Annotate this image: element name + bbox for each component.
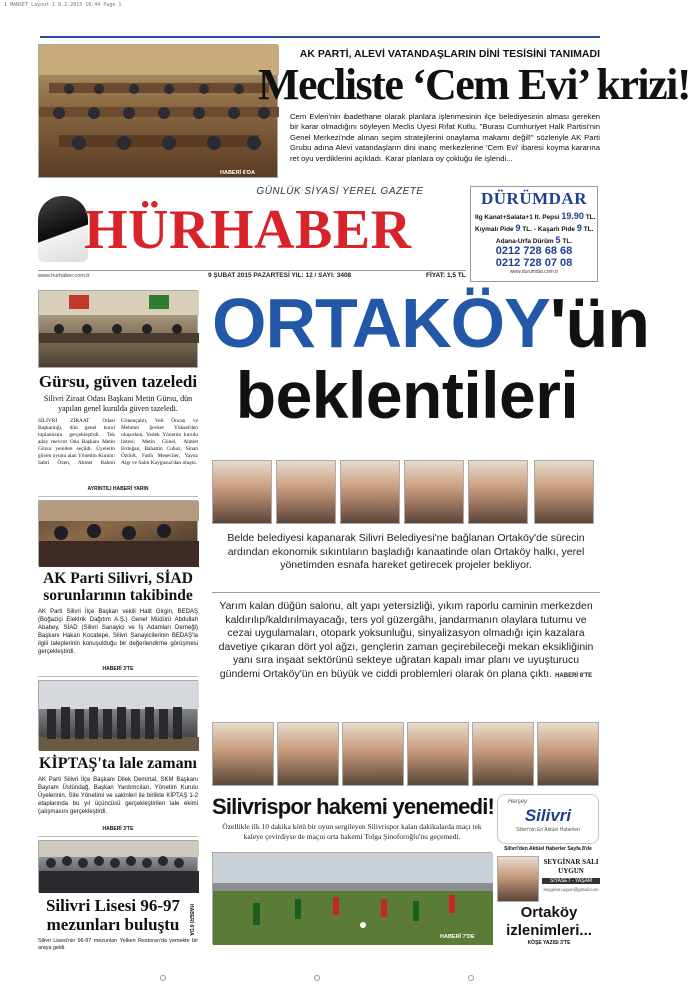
badge-name: Silivri (524, 806, 572, 825)
badge-prefix: Herşey (508, 799, 528, 805)
main-headline-line2: beklentileri (235, 358, 579, 432)
registration-mark (468, 975, 474, 981)
gursu-body: SİLİVRİ ZİRAAT Odası Başkanlığı, dün genel kurul toplantısını gerçekleştirdi. Tek aday mevcut Oda Başkanı Metin Gürsu yeniden seçildi. Üyelerin güven oyunu alan Yönetim Kurulu: Sabri Özen, Ahmet Rahmi Gönençalılı, Veli Öncan ve Mehmet Şevket Yüksel'den oluşurken, Yedek Yönetim kurulu listesi; Metin Günel, Ahmet Erdoğan, Bahattin Cubuz, Sinan Öztürk, Fatih Meşeciler, Yavuz Algı ve Saim Kaygusuz'dan oluştu. (38, 418, 198, 466)
resident-photo (212, 722, 274, 786)
columnist-email: seyginar.uygun@gmail.com (543, 887, 599, 892)
ad-title: DÜRÜMDAR (481, 189, 587, 208)
akparti-siad-body: AK Parti Silivri İlçe Başkan vekili Halit Girgin, BEDAŞ (Boğaziçi Elektrik Dağıtım A.Ş.) Genel Müdürü Abdullah Ababey, SİAD (Silivri Sanayici ve İş Adamları Derneği) Başkanı Hakan Kocatepe, Silivri Sanayicilerinin BEDAŞ'la ilgili taleplerinin konuşulduğu bir değerlendirme görüşmesi gerçekleştirdi. (38, 609, 198, 655)
badge-tag: Silivri'den Aktüel Haberler Sayfa 8'de (504, 846, 592, 852)
ad-line-1: Ilg Kanat+Salata+1 lt. Pepsi 19.90 TL. (475, 211, 596, 221)
top-story-photo (38, 44, 278, 178)
masthead-slogan: GÜNLÜK SİYASİ YEREL GAZETE (256, 186, 424, 197)
main-tag: HABERİ 8'TE (555, 672, 593, 679)
columnist-name: SEYGİNAR SALI UYGUN (543, 858, 599, 875)
main-divider (212, 592, 600, 593)
main-headline (212, 284, 649, 362)
ad-line-2: Kıymalı Pide 9 TL. - Kaşarlı Pide 9 TL. (475, 223, 594, 233)
main-headline-suffix: 'ün (549, 284, 649, 362)
ataturk-portrait (38, 196, 88, 262)
kiptas-headline: KİPTAŞ'ta lale zamanı (39, 755, 197, 772)
akparti-siad-tag: HABERİ 3'TE (102, 666, 134, 672)
print-line: 1 MANSET_Layout 1 8.2.2015 16:44 Page 1 (4, 2, 122, 8)
mezunlar-photo (38, 840, 198, 892)
top-rule (40, 36, 600, 38)
masthead-rule (38, 270, 466, 271)
gursu-deck: Silivri Ziraat Odası Başkanı Metin Gürsu, dün yapılan genel kurulda güven tazeledi. (43, 394, 193, 413)
sports-body: Özellikle ilk 10 dakika kötü bir oyun sergileyen Silivrispor kalan dakikalarda maçı tek kaleye çevirdiyse de maçın orta hakemi Tolga Şinoforoğlu'nu geçemedi. (222, 822, 482, 841)
columnist-tag: KÖŞE YAZISI 3'TE (527, 940, 571, 946)
sports-photo (212, 852, 492, 944)
resident-photo (534, 460, 594, 524)
mezunlar-headline: Silivri Lisesi 96-97 mezunları buluştu (45, 896, 181, 934)
masthead-logo: HÜRHABER (84, 199, 412, 261)
resident-photo (537, 722, 599, 786)
resident-photo (468, 460, 528, 524)
columnist-topic: SİYASET - YAŞAM (542, 878, 600, 884)
left-separator (38, 676, 198, 677)
durumdar-ad (470, 186, 598, 282)
resident-photo (342, 722, 404, 786)
gursu-photo (38, 290, 198, 368)
akparti-siad-headline: AK Parti Silivri, SİAD sorunlarının takibinde (43, 570, 193, 604)
ad-line-3: Adana-Urfa Dürüm 5 TL. (495, 235, 573, 245)
resident-photo (404, 460, 464, 524)
resident-photo (340, 460, 400, 524)
badge-sub: Silivri'nin En Aktüel Haberleri (516, 827, 580, 833)
left-separator (38, 836, 198, 837)
top-story-kicker: AK PARTİ, ALEVİ VATANDAŞLARIN DİNİ TESİSİNİ TANIMADI (299, 48, 600, 60)
left-separator (38, 496, 198, 497)
registration-mark (314, 975, 320, 981)
resident-photo (276, 460, 336, 524)
kiptas-tag: HABERİ 3'TE (102, 826, 134, 832)
columnist-headline: Ortaköy izlenimleri... (506, 904, 592, 939)
mezunlar-body: Silivri Lisesi'nin 96-97 mezunları Yelken Restoran'da yemekte bir araya geldi. (38, 938, 198, 951)
sports-photo-caption: HABERİ 7'DE (440, 934, 475, 940)
registration-mark (160, 975, 166, 981)
ad-website: www.durumdar.com.tr (509, 269, 559, 275)
main-body-text: Yarım kalan düğün salonu, alt yapı yetersizliği, yıkım raporlu caminin merkezden kaldırılıp/kaldırılmayacağı, ters yol güzergâhı, jandarmanın olaylara tutumu ve cezai uygulamaları, otopark yoksunluğu, sinyalizasyon olmadığı için kazalara davetiye çıkaran dört yol ağzı, gençlerin zaman geçirebileceği mekan eksikliğinin yanı sıra inşaat sektörünü sekteye uğratan kapalı imar planı ve uyuşturucu gündemi Ortaköy'ün en büyük ve ciddi problemleri olarak ön plana çıktı. (218, 600, 594, 680)
ad-phone-1: 0212 728 68 68 (495, 245, 573, 257)
columnist-photo (497, 856, 539, 902)
top-story-headline: Mecliste ‘Cem Evi’ krizi! (258, 60, 690, 109)
main-headline-blue: ORTAKÖY (212, 284, 550, 362)
resident-photo (407, 722, 469, 786)
masthead-price: FİYAT: 1,5 TL (426, 272, 466, 279)
gursu-tag: AYRINTILI HABERİ YARIN (87, 486, 149, 492)
top-story-photo-caption: HABERİ 6'DA (220, 170, 255, 176)
hersey-silivri-badge (497, 794, 599, 844)
gursu-headline: Gürsu, güven tazeledi (38, 372, 198, 391)
resident-photo (277, 722, 339, 786)
ad-phone-2: 0212 728 07 08 (495, 257, 573, 269)
masthead-date-line: 9 ŞUBAT 2015 PAZARTESİ YIL: 12 / SAYI: 3408 (208, 272, 352, 279)
mezunlar-side-tag: HABERİ 6'DA (188, 904, 194, 936)
top-story-body: Cem Evleri'nin ibadethane olarak planlara işlenmesinin ilçe belediyesinin alması gereken bir karar olmadığını söyleyen Meclis Üyesi Rıfat Kutlu, "Burası Cumhuriyet Halk Partisi'nin Genel Merkezi'nde alınan seçim stratejilerini onaylama makamı değil!" sözleriyle AK Parti Grubu adına Alevi vatandaşların dini inanç merkezlerine 'Cem Evi' ibaresi koyma kararına ret oyu verdiklerini açıkladı. Karar planlara oy çokluğu ile işlendi... (290, 112, 600, 163)
main-body (212, 600, 600, 683)
kiptas-photo (38, 680, 198, 750)
masthead-website: www.hurhaber.com.tr (38, 273, 90, 279)
main-lead: Belde belediyesi kapanarak Silivri Belediyesi'ne bağlanan Ortaköy'de sürecin ardından ekonomik sıkıntıların başladığı kanaatinde olan Ortaköy halkı, yerel yönetimden esnafa hareket getirecek projeler bekliyor. (227, 532, 585, 571)
kiptas-body: AK Parti Silivri İlçe Başkanı Dilek Demirtal, SKM Başkanı Bayram Üstündağ, Başkan Yardımcıları, Yönetim Kurulu Üyelerinin, Site Yönetimi ve sakinleri ile birlikte KİPTAŞ 1-2 etaplarında bu yıl üçüncüsü gerçekleştirilen lale ekimi çalışmasını gerçekleştirdi. (38, 777, 198, 815)
sports-headline: Silivrispor hakemi yenemedi! (212, 794, 495, 819)
resident-photo (472, 722, 534, 786)
resident-photo (212, 460, 272, 524)
akparti-siad-photo (38, 500, 198, 566)
